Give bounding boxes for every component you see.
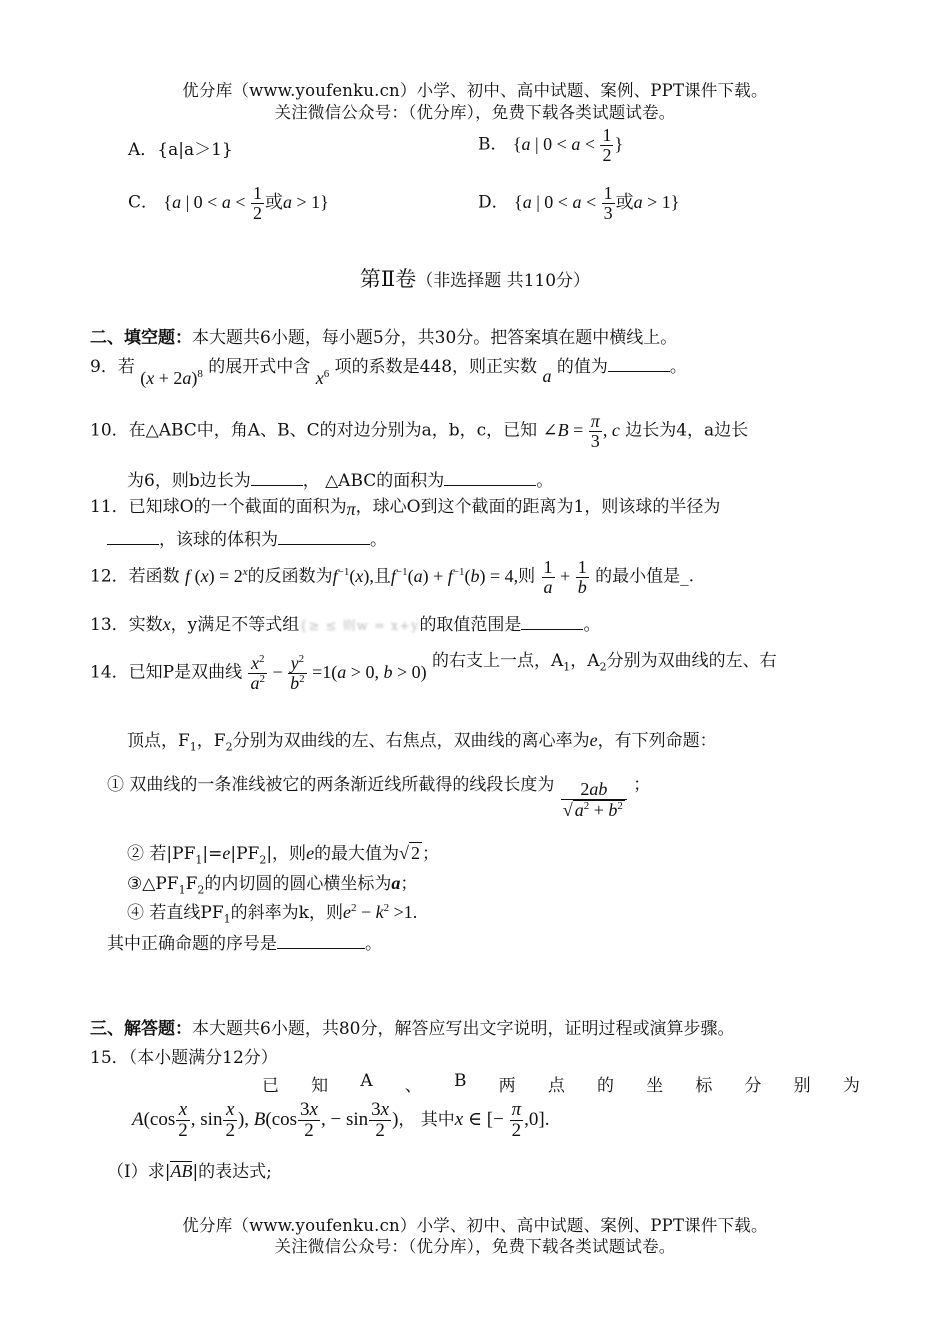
q11-blank-volume[interactable] bbox=[278, 530, 370, 545]
section-2-subtitle: （非选择题 共110分） bbox=[416, 271, 591, 291]
q9-text-c: 项的系数是448，则正实数 bbox=[334, 357, 538, 377]
question-14: 14．已知P是双曲线 $\frac{x^2}{a^2}$ − $\frac{y^2}{b^2}$ =1(a > 0, b > 0) 的右支上一点，$A_1$，$A_2$分别为双曲线的左、右 bbox=[90, 650, 777, 693]
q14-text-f: ，F bbox=[196, 731, 226, 751]
p2-text-c: |PF bbox=[230, 844, 260, 864]
q9-binomial: $(x + 2a)^8$ bbox=[140, 368, 203, 388]
option-a-text: {a|a＞1} bbox=[157, 140, 233, 160]
q14-end-text: 其中正确命题的序号是 bbox=[107, 934, 277, 954]
question-10-cont: 为6，则b边长为 ， △ABC的面积为 。 bbox=[127, 471, 554, 491]
q15-char: B bbox=[453, 1071, 467, 1091]
option-d bbox=[478, 184, 679, 223]
section-2-label: 第Ⅱ卷 bbox=[359, 267, 417, 291]
option-d-label: D． bbox=[478, 192, 509, 213]
q15-char: 知 bbox=[311, 1076, 329, 1096]
solve-heading-line bbox=[90, 1014, 734, 1039]
p3-text-a: ③△PF bbox=[127, 874, 179, 894]
footer-line-1: 优分库（www.youfenku.cn）小学、初中、高中试题、案例、PPT课件下载。 bbox=[182, 1216, 768, 1235]
q12-condition: $f^{-1}(a) + f^{-1}(b) = 4$, bbox=[390, 565, 519, 586]
proposition-3: $③\triangle PF_1F_2$的内切圆的圆心横坐标为a； bbox=[127, 873, 418, 897]
q14-text-b: 的右支上一点，A bbox=[432, 650, 564, 671]
q13-text-a: 13．实数 bbox=[90, 615, 163, 635]
p1-formula: $\frac{2ab}{√ a^2 + b^2}$ bbox=[560, 788, 628, 808]
question-15-title: 15．（本小题满分12分） bbox=[90, 1048, 278, 1068]
q15-char: A bbox=[360, 1071, 373, 1091]
header-line-1: 优分库（www.youfenku.cn）小学、初中、高中试题、案例、PPT课件下载。 bbox=[182, 81, 768, 100]
q14-blank[interactable] bbox=[277, 934, 365, 949]
p1-text: ① 双曲线的一条准线被它的两条渐近线所截得的线段长度为 bbox=[107, 775, 555, 796]
q10-blank-b[interactable] bbox=[251, 471, 303, 486]
q15-char: 分 bbox=[744, 1076, 762, 1096]
q12-text-e: 的最小值是_. bbox=[595, 566, 694, 587]
p4-text-a: ④ 若直线PF bbox=[127, 903, 224, 923]
p4-formula: $e^2 - k^2 >1$. bbox=[342, 902, 418, 922]
q15-char: 坐 bbox=[646, 1076, 664, 1096]
p3-text-c: 的内切圆的圆心横坐标为 bbox=[204, 874, 392, 894]
q9-answer-blank[interactable] bbox=[608, 357, 670, 372]
q15-i-text-a: （Ⅰ）求| bbox=[107, 1162, 171, 1182]
q11-text-c: ，该球的体积为 bbox=[159, 530, 278, 550]
q15-char: 别 bbox=[793, 1076, 811, 1096]
q14-text-d: 分别为双曲线的左、右 bbox=[606, 650, 777, 671]
q15-char: 为 bbox=[842, 1076, 860, 1096]
q10-text-d: ， △ABC的面积为 bbox=[302, 471, 445, 491]
q13-text-c: 的取值范围是 bbox=[419, 615, 522, 635]
q14-text-e: 顶点，F bbox=[127, 731, 190, 751]
q9-text-d: 的值为 bbox=[556, 357, 608, 377]
question-14-cont: 顶点，$F_1$，$F_2$分别为双曲线的左、右焦点，双曲线的离心率为e，有下列命题： bbox=[127, 730, 717, 754]
q12-text-b: 的反函数为 bbox=[247, 566, 333, 587]
section-2-title bbox=[0, 263, 950, 293]
q14-text-g: 分别为双曲线的左、右焦点，双曲线的离心率为 bbox=[232, 731, 590, 751]
question-15-part-1 bbox=[107, 1157, 272, 1182]
option-c-label: C． bbox=[128, 192, 159, 213]
question-11-cont: ，该球的体积为 。 bbox=[107, 525, 387, 550]
q15-mid-text: ， 其中 bbox=[398, 1109, 455, 1130]
p2-text-d: |，则 bbox=[266, 844, 307, 864]
option-a bbox=[128, 135, 233, 160]
p2-text-b: |= bbox=[202, 844, 223, 864]
option-d-formula: {a | 0 < a < $\frac{1}{3}$ 或a > 1} bbox=[514, 183, 680, 223]
question-9: 9．若 $(x + 2a)^8$ 的展开式中含 $x^6$ 项的系数是448，则正实数 a 的值为 。 bbox=[90, 357, 687, 388]
q10-text-a: 10．在△ABC中，角A、B、C的对边分别为a，b，c，已知 bbox=[90, 420, 538, 441]
q11-blank-radius[interactable] bbox=[107, 530, 159, 545]
q12-text-a: 12．若函数 bbox=[90, 566, 180, 587]
header-line-2: 关注微信公众号：（优分库），免费下载各类试题试卷。 bbox=[274, 103, 676, 122]
question-14-end: 其中正确命题的序号是 。 bbox=[107, 934, 382, 954]
question-13: 13．实数x，y满足不等式组{≥ ≤ 则w = x+y的取值范围是 。 bbox=[90, 614, 601, 635]
question-12 bbox=[90, 558, 694, 597]
option-a-label: A． bbox=[128, 140, 158, 160]
fill-intro: 本大题共6小题，每小题5分，共30分。把答案填在题中横线上。 bbox=[192, 328, 678, 348]
q14-hyperbola: $\frac{x^2}{a^2}$ − $\frac{y^2}{b^2}$ =1(a > 0, b > 0) bbox=[250, 653, 427, 693]
q13-blank[interactable] bbox=[521, 615, 583, 630]
q9-text-b: 的展开式中含 bbox=[208, 357, 311, 377]
q15-char: 、 bbox=[404, 1076, 422, 1096]
option-b-formula: {a | 0 < a < $\frac{1}{2}$ } bbox=[512, 125, 624, 165]
proposition-2: ② 若$|PF_1|=e|PF_2|$，则e的最大值为√ 2 ； bbox=[127, 843, 439, 867]
p2-text-a: ② 若|PF bbox=[127, 844, 196, 864]
q15-i-text-b: |的表达式; bbox=[192, 1162, 272, 1182]
p3-text-b: F bbox=[185, 874, 198, 894]
q15-char: 已 bbox=[262, 1076, 279, 1096]
q12-function: f $(x) = 2^x$ bbox=[185, 565, 248, 586]
p3-a: a bbox=[391, 873, 401, 893]
fill-heading-line bbox=[90, 323, 677, 348]
p2-e: e bbox=[222, 843, 231, 863]
question-15-coords bbox=[132, 1100, 549, 1141]
option-b bbox=[478, 126, 623, 165]
q10-blank-area[interactable] bbox=[444, 471, 536, 486]
q11-text-b: ，球心O到这个截面的距离为1，则该球的半径为 bbox=[355, 497, 721, 517]
proposition-1: ① 双曲线的一条准线被它的两条渐近线所截得的线段长度为 $\frac{2ab}{√ a^2 + b^2}$ ； bbox=[107, 775, 651, 820]
q11-text-a: 11．已知球O的一个截面的面积为 bbox=[90, 497, 347, 517]
q9-x6: $x^6$ bbox=[315, 368, 330, 388]
solve-heading: 三、解答题： bbox=[90, 1019, 192, 1039]
q13-text-b: ，y满足不等式组 bbox=[170, 615, 300, 635]
q11-pi: π bbox=[346, 499, 356, 519]
footer-line-2: 关注微信公众号：（优分库），免费下载各类试题试卷。 bbox=[274, 1237, 676, 1256]
option-c-formula: {a | 0 < a < $\frac{1}{2}$ 或a > 1} bbox=[163, 183, 329, 223]
q15-domain: x ∈ [− $\frac{\pi}{2}$ ,0]. bbox=[454, 1099, 550, 1141]
q14-text-h: ，有下列命题： bbox=[597, 731, 717, 751]
p2-text-e: 的最大值为 bbox=[314, 844, 400, 864]
proposition-4: ④ 若直线$PF_1$的斜率为k，则$e^2 - k^2 >1$. bbox=[127, 902, 418, 926]
q9-text-a: 9．若 bbox=[90, 357, 135, 377]
p4-text-b: 的斜率为k，则 bbox=[230, 903, 343, 923]
q10-angle: ∠B = $\frac{\pi}{3}$ , c bbox=[542, 411, 620, 451]
q14-text-c: ，A bbox=[570, 650, 600, 671]
q15-char: 点 bbox=[547, 1076, 565, 1096]
q15-points: A(cos $\frac{x}{2}$ , sin $\frac{x}{2}$ ), B(cos $\frac{3x}{2}$ , − sin $\frac{3x}{2}$ ) bbox=[132, 1099, 399, 1141]
q12-text-c: 且 bbox=[373, 566, 391, 587]
option-b-label: B． bbox=[478, 134, 508, 155]
q12-inverse: $f^{-1}(x)$, bbox=[332, 565, 374, 586]
q10-text-b: 边长为4，a边长 bbox=[625, 420, 749, 441]
question-11 bbox=[90, 492, 720, 517]
q14-e: e bbox=[589, 730, 598, 750]
q15-char: 的 bbox=[596, 1076, 614, 1096]
q15-char: 两 bbox=[498, 1076, 516, 1096]
question-10 bbox=[90, 412, 748, 451]
q14-text-a: 14．已知P是双曲线 bbox=[90, 662, 243, 683]
q15-char: 标 bbox=[695, 1076, 713, 1096]
q13-x: x bbox=[162, 614, 171, 634]
q12-text-d: 则 bbox=[518, 566, 536, 587]
q13-blurred-system: {≥ ≤ 则w = x+y bbox=[299, 619, 420, 634]
solve-intro: 本大题共6小题，共80分，解答应写出文字说明，证明过程或演算步骤。 bbox=[192, 1019, 735, 1039]
q12-expression: $\frac{1}{a}$ + $\frac{1}{b}$ bbox=[543, 557, 587, 597]
p2-sqrt2: √ 2 bbox=[399, 843, 420, 863]
q10-text-c: 为6，则b边长为 bbox=[127, 471, 251, 491]
q15-vector-ab: AB bbox=[170, 1161, 193, 1181]
question-15-spread bbox=[262, 1071, 860, 1096]
p2-e2: e bbox=[306, 843, 315, 863]
fill-heading: 二、填空题： bbox=[90, 328, 192, 348]
q9-a: a bbox=[542, 366, 552, 386]
option-c bbox=[128, 184, 329, 223]
